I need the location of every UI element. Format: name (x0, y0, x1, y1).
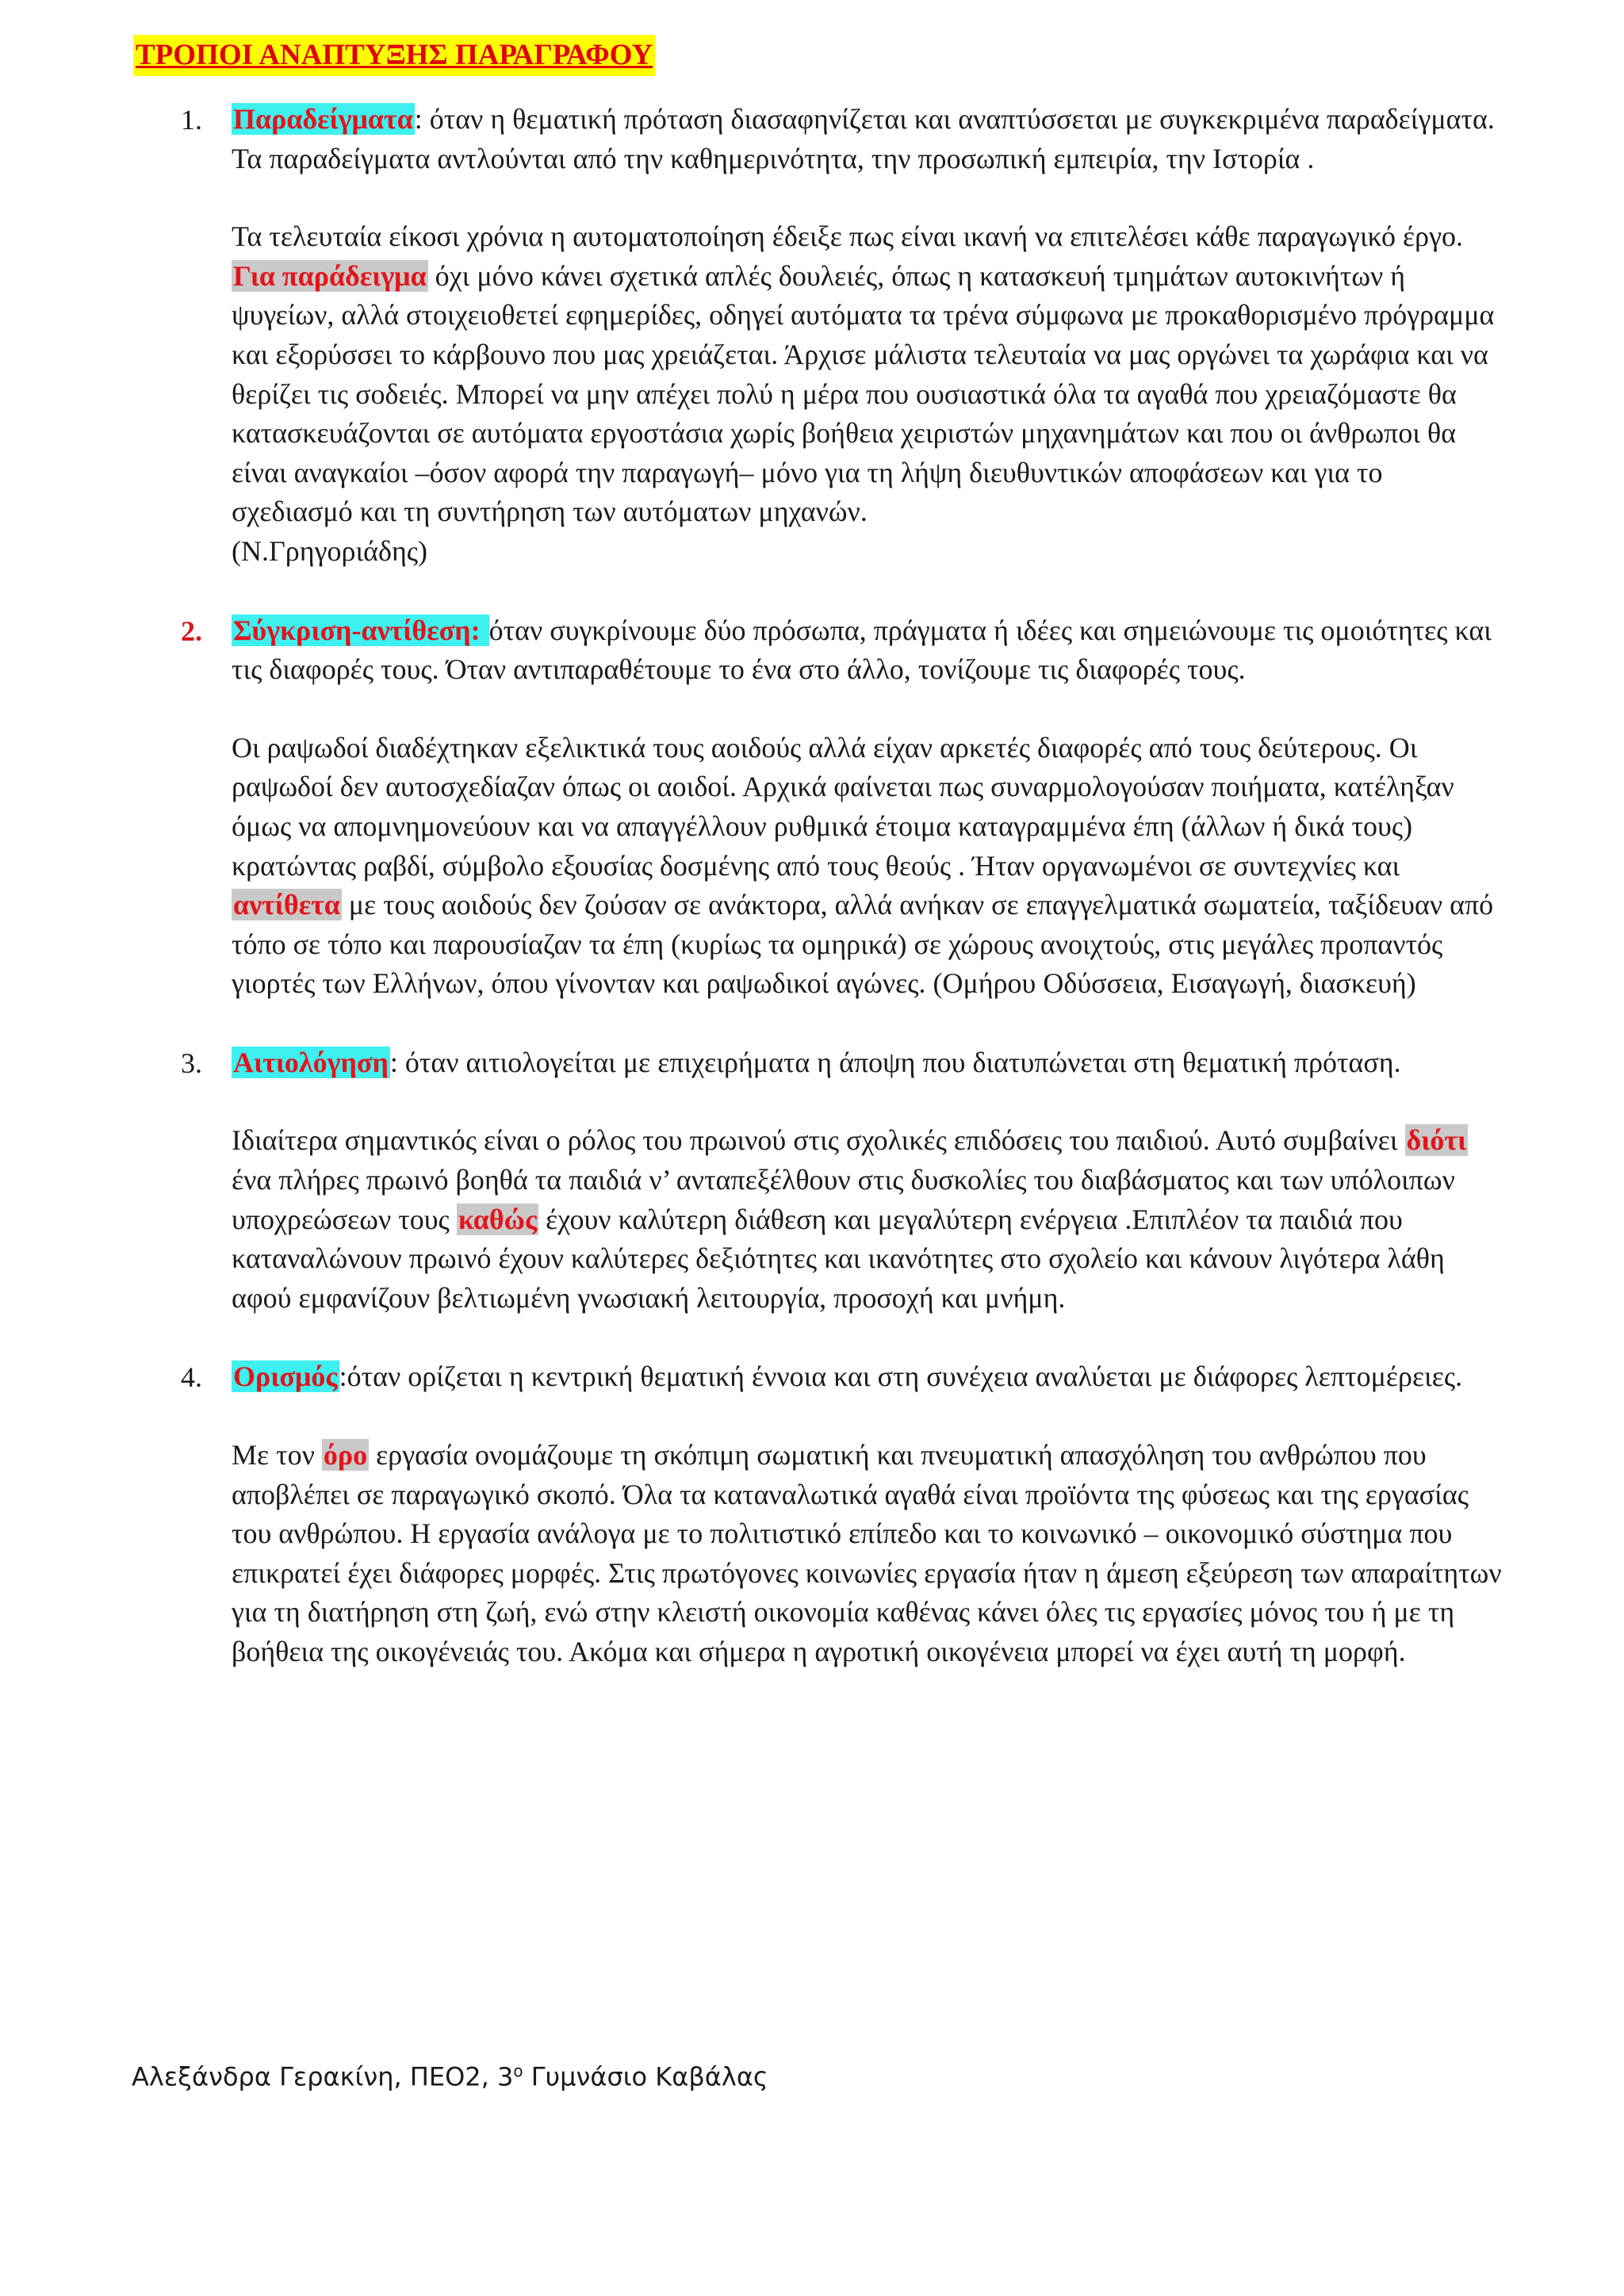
footer-superscript: ο (513, 2061, 523, 2080)
example-paragraph (232, 729, 1507, 1004)
list-item-justification (127, 1043, 1507, 1318)
example-text: εργασία ονομάζουμε τη σκόπιμη σωματική και πνευματική απασχόληση του ανθρώπου που αποβλέπει σε παραγωγικό σκοπό. Όλα τα καταναλωτικά αγαθά είναι προϊόντα της φύσεως και της εργασίας του ανθρώπου. Η εργασία ανάλογα με το πολιτιστικό επίπεδο και το κοινωνικό – οικονομικό σύστημα που επικρατεί έχει διάφορες μορφές. Στις πρωτόγονες κοινωνίες εργασία ήταν η άμεση εξεύρεση των απαραίτητων για τη διατήρηση στη ζωή, ενώ στην κλειστή οικονομία καθένας κάνει όλες τις εργασίες μόνος του ή με τη βοήθεια της οικογένειάς του. Ακόμα και σήμερα η αγροτική οικογένεια μπορεί να έχει αυτή τη μορφή. (232, 1439, 1502, 1667)
list-item-definition (127, 1357, 1507, 1671)
term-label: Παραδείγματα (233, 103, 413, 135)
example-text: Ιδιαίτερα σημαντικός είναι ο ρόλος του πρωινού στις σχολικές επιδόσεις του παιδιού. Αυτό συμβαίνει (232, 1124, 1405, 1157)
development-methods-list (127, 100, 1507, 1712)
term-label: Σύγκριση-αντίθεση: (233, 614, 488, 646)
definition-text: όταν συγκρίνουμε δύο πρόσωπα, πράγματα ή ιδέες και σημειώνουμε τις ομοιότητες και τις διαφορές τους. Όταν αντιπαραθέτουμε το ένα στο άλλο, τονίζουμε τις διαφορές τους. (232, 614, 1492, 686)
footer-text: Αλεξάνδρα Γερακίνη, ΠΕΟ2, 3 (132, 2061, 514, 2092)
item-number: 4. (181, 1361, 202, 1394)
example-text: Τα τελευταία είκοσι χρόνια η αυτοματοποίηση έδειξε πως είναι ικανή να επιτελέσει κάθε παραγωγικό έργο. (232, 220, 1463, 253)
item-number: 3. (181, 1047, 202, 1079)
definition-text: : όταν η θεματική πρόταση διασαφηνίζεται και αναπτύσσεται με συγκεκριμένα παραδείγματα. Τα παραδείγματα αντλούνται από την καθημερινότητα, την προσωπική εμπειρία, την Ιστορία . (232, 103, 1495, 174)
document-title: ΤΡΟΠΟΙ ΑΝΑΠΤΥΞΗΣ ΠΑΡΑΓΡΑΦΟΥ (133, 35, 655, 76)
example-paragraph (232, 1436, 1507, 1672)
example-text: με τους αοιδούς δεν ζούσαν σε ανάκτορα, αλλά ανήκαν σε επαγγελματικά σωματεία, ταξίδευαν από τόπο σε τόπο και παρουσίαζαν τα έπη (κυρίως τα ομηρικά) σε χώρους ανοιχτούς, στις μεγάλες προπαντός γιορτές των Ελλήνων, όπου γίνονταν και ραψωδικοί αγώνες. (Ομήρου Οδύσσεια, Εισαγωγή, διασκευή) (232, 889, 1494, 1000)
list-item-comparison (127, 611, 1507, 1004)
list-item-examples (127, 100, 1507, 572)
term-label: Ορισμός (233, 1360, 338, 1393)
connective-highlight: διότι (1406, 1124, 1467, 1157)
connective-highlight: Για παράδειγμα (233, 259, 427, 292)
item-number: 1. (181, 104, 202, 136)
example-text: έχουν καλύτερη διάθεση και μεγαλύτερη ενέργεια .Επιπλέον τα παιδιά που καταναλώνουν πρωινό έχουν καλύτερες δεξιότητες και ικανότητες στο σχολείο και κάνουν λιγότερα λάθη αφού εμφανίζουν βελτιωμένη γνωσιακή λειτουργία, προσοχή και μνήμη. (232, 1203, 1445, 1314)
example-text: Οι ραψωδοί διαδέχτηκαν εξελικτικά τους αοιδούς αλλά είχαν αρκετές διαφορές από τους δεύτερους. Οι ραψωδοί δεν αυτοσχεδίαζαν όπως οι αοιδοί. Αρχικά φαίνεται πως συναρμολογούσαν ποιήματα, κατέληξαν όμως να απομνημονεύουν και να απαγγέλλουν ρυθμικά έτοιμα καταγραμμένα έπη (άλλων ή δικά τους) κρατώντας ραβδί, σύμβολο εξουσίας δοσμένης από τους θεούς . Ήταν οργανωμένοι σε συντεχνίες και (232, 731, 1454, 882)
item-definition (232, 611, 1507, 690)
item-number: 2. (181, 614, 202, 647)
connective-highlight: αντίθετα (233, 889, 340, 921)
example-text: όχι μόνο κάνει σχετικά απλές δουλειές, όπως η κατασκευή τμημάτων αυτοκινήτων ή ψυγείων, αλλά στοιχειοθετεί εφημερίδες, οδηγεί αυτόματα τα τρένα σύμφωνα με προκαθορισμένο πρόγραμμα και εξορύσσει το κάρβουνο που μας χρειάζεται. Άρχισε μάλιστα τελευταία να μας οργώνει τα χωράφια και να θερίζει τις σοδειές. Μπορεί να μην απέχει πολύ η μέρα που ουσιαστικά όλα τα αγαθά που χρειαζόμαστε θα κατασκευάζονται σε αυτόματα εργοστάσια χωρίς βοήθεια χειριστών μηχανημάτων και που οι άνθρωποι θα είναι αναγκαίοι –όσον αφορά την παραγωγή– μόνο για τη λήψη διευθυντικών αποφάσεων και για το σχεδιασμό και τη συντήρηση των αυτόματων μηχανών. (232, 259, 1495, 528)
connective-highlight: όρο (323, 1439, 368, 1471)
example-paragraph (232, 217, 1507, 571)
item-definition (232, 100, 1507, 178)
source-citation: (Ν.Γρηγοριάδης) (232, 534, 428, 567)
example-paragraph (232, 1121, 1507, 1318)
item-definition (232, 1357, 1507, 1397)
item-definition (232, 1043, 1507, 1083)
definition-text: : όταν αιτιολογείται με επιχειρήματα η άποψη που διατυπώνεται στη θεματική πρόταση. (389, 1046, 1401, 1078)
author-footer (132, 2061, 768, 2092)
example-text: ένα πλήρες πρωινό βοηθά τα παιδιά ν’ ανταπεξέλθουν στις δυσκολίες του διαβάσματος και των υπόλοιπων υποχρεώσεων τους (232, 1164, 1455, 1235)
term-label: Αιτιολόγηση (233, 1046, 389, 1078)
definition-text: :όταν ορίζεται η κεντρική θεματική έννοια και στη συνέχεια αναλύεται με διάφορες λεπτομέρειες. (339, 1360, 1463, 1393)
example-text: Με τον (232, 1439, 322, 1471)
connective-highlight: καθώς (458, 1203, 538, 1235)
footer-text: Γυμνάσιο Καβάλας (523, 2061, 768, 2092)
